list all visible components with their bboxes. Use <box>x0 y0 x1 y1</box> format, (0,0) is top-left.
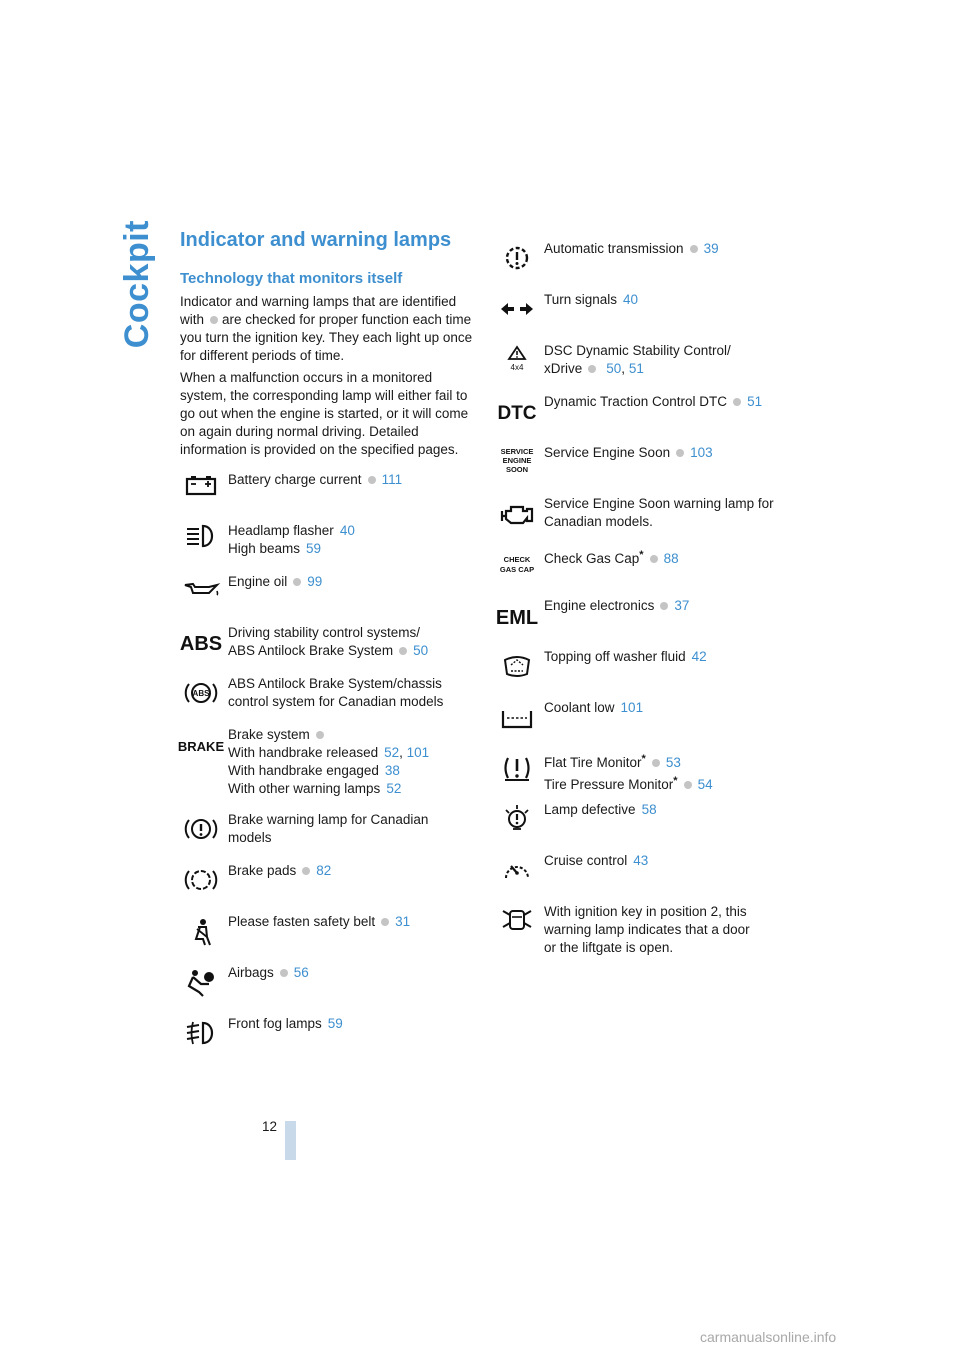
lamp-entry-front-fog: Front fog lamps 59 <box>228 1015 468 1033</box>
page-link[interactable]: 50 <box>606 361 622 376</box>
page-link[interactable]: 88 <box>663 551 679 566</box>
dtc-label: DTC <box>497 403 537 424</box>
lamp-entry-brake: BRAKE Brake system With handbrake released 52, 101 With handbrake engaged 38 With other warning lamps 52 <box>177 727 430 796</box>
oil-can-icon <box>181 573 221 601</box>
abs-circle-label: ABS <box>192 689 210 698</box>
lamp-entry-seat-belt: Please fasten safety belt 31 <box>228 913 468 931</box>
page-link[interactable]: 37 <box>674 598 690 613</box>
page-link[interactable]: 52 <box>384 745 400 760</box>
page-link[interactable]: 52 <box>386 781 402 796</box>
section-subtitle: Technology that monitors itself <box>180 270 403 287</box>
bulb-defect-icon <box>497 803 537 831</box>
dsc-4x4-icon <box>497 344 537 372</box>
abs-circle-icon <box>181 679 221 707</box>
engine-outline-icon <box>497 499 537 527</box>
intro-paragraph-2: When a malfunction occurs in a monitored system, the corresponding lamp will either fail to go out when the engine is started, or it will come on again during normal driving. Detailed information is provided on the specified pages. <box>180 370 469 457</box>
svg-text:CHECK: CHECK <box>503 555 531 564</box>
brake-text-icon <box>177 732 225 760</box>
page-link[interactable]: 53 <box>665 755 681 770</box>
lamp-entry-brake-pads: Brake pads 82 <box>228 862 468 880</box>
lamp-entry-oil: Engine oil 99 <box>228 573 468 591</box>
page-number: 12 <box>262 1119 278 1134</box>
lamp-entry-eml: EML Engine electronics 37 <box>495 598 690 629</box>
lamp-entry-dtc: DTC Dynamic Traction Control DTC 51 <box>497 394 763 424</box>
lamp-entry-abs: ABS Driving stability control systems/ ABS Antilock Brake System 50 <box>179 625 429 658</box>
lamp-entry-service-engine: SERVICE ENGINE SOON Service Engine Soon 103 <box>544 444 784 462</box>
page-link[interactable]: 111 <box>381 472 403 487</box>
lamp-entry-gas-cap: CHECK GAS CAP Check Gas Cap* 88 <box>544 546 784 568</box>
door-open-car-icon <box>497 905 537 933</box>
lamp-entry-coolant: Coolant low 101 <box>544 699 784 717</box>
lamp-entry-brake-canada: Brake warning lamp for Canadian models <box>228 811 468 847</box>
page-link[interactable]: 51 <box>747 394 763 409</box>
chapter-tab: Cockpit <box>118 220 156 349</box>
page-link[interactable]: 50 <box>413 643 429 658</box>
service-engine-soon-icon <box>497 446 537 474</box>
dtc-icon <box>497 397 537 425</box>
lamp-entry-cruise-control: Cruise control 43 <box>544 852 784 870</box>
page-link[interactable]: 101 <box>620 700 644 715</box>
page-link[interactable]: 39 <box>703 241 719 256</box>
page-link[interactable]: 40 <box>339 523 355 538</box>
lamp-entry-tire-monitor: Flat Tire Monitor* 53 Tire Pressure Monitor* 54 <box>544 750 784 794</box>
lamp-entry-washer-fluid: Topping off washer fluid 42 <box>544 648 784 666</box>
svg-text:ENGINE: ENGINE <box>502 456 532 465</box>
tire-pressure-icon <box>497 754 537 782</box>
abs-label: ABS <box>179 633 223 655</box>
brake-circle-icon <box>181 815 221 843</box>
page-link[interactable]: 59 <box>306 541 322 556</box>
brake-label: BRAKE <box>177 739 225 754</box>
page-link[interactable]: 51 <box>628 361 644 376</box>
lamp-entry-headlamp: Headlamp flasher 40 High beams 59 <box>228 522 468 558</box>
cruise-speedometer-icon <box>497 856 537 884</box>
page-link[interactable]: 59 <box>327 1016 343 1031</box>
page-link[interactable]: 99 <box>307 574 323 589</box>
coolant-level-icon <box>497 703 537 731</box>
lamp-entry-lamp-defective: Lamp defective 58 <box>544 801 784 819</box>
dsc-label: 4x4 <box>510 363 524 372</box>
lamp-entry-service-engine-canada: Service Engine Soon warning lamp for Canadian models. <box>544 495 804 531</box>
page-link[interactable]: 82 <box>316 863 332 878</box>
page-link[interactable]: 58 <box>641 802 657 817</box>
intro-paragraph-1: Indicator and warning lamps that are identified with are checked for proper function each time you turn the ignition key. They each light up once for different periods of time. <box>180 294 473 363</box>
page-title: Indicator and warning lamps <box>180 229 452 251</box>
check-gas-cap-icon <box>497 550 537 578</box>
turn-signal-arrows-icon <box>497 295 537 323</box>
page-link[interactable]: 42 <box>691 649 707 664</box>
page-link[interactable]: 31 <box>395 914 411 929</box>
page-link[interactable]: 103 <box>690 445 713 460</box>
check-dot-icon <box>210 316 218 324</box>
lamp-entry-dsc: 4x4 DSC Dynamic Stability Control/ xDrive 50, 51 <box>544 342 784 378</box>
lamp-entry-abs-canada: ABS ABS Antilock Brake System/chassis control system for Canadian models <box>228 675 468 711</box>
lamp-entry-airbags: Airbags 56 <box>228 964 468 982</box>
lamp-entry-door-open: With ignition key in position 2, this warning lamp indicates that a door or the liftgate is open. <box>544 903 804 957</box>
high-beam-icon <box>181 522 221 550</box>
lamp-entry-turn-signals: Turn signals 40 <box>544 291 784 309</box>
seat-belt-icon <box>181 917 221 945</box>
abs-icon <box>181 628 221 656</box>
fog-lamp-icon <box>181 1019 221 1047</box>
lamp-entry-battery: Battery charge current 111 <box>228 471 468 489</box>
lamp-entry-transmission: Automatic transmission 39 <box>544 240 784 258</box>
page-link[interactable]: 40 <box>623 292 639 307</box>
page-link[interactable]: 54 <box>697 777 713 792</box>
svg-text:SOON: SOON <box>505 465 529 474</box>
page-marker-bar <box>285 1121 296 1160</box>
transmission-gear-icon <box>497 242 537 270</box>
eml-icon <box>497 601 537 629</box>
page-link[interactable]: 43 <box>633 853 649 868</box>
page-link[interactable]: 38 <box>384 763 400 778</box>
airbag-icon <box>181 968 221 996</box>
svg-text:SERVICE: SERVICE <box>500 447 534 456</box>
battery-icon <box>181 471 221 499</box>
page-link[interactable]: 56 <box>293 965 309 980</box>
page-link[interactable]: 101 <box>406 745 430 760</box>
svg-text:GAS CAP: GAS CAP <box>499 565 535 574</box>
washer-fluid-icon <box>497 652 537 680</box>
eml-label: EML <box>495 607 539 629</box>
watermark-footer: carmanualsonline.info <box>700 1329 837 1345</box>
brake-pads-icon <box>181 866 221 894</box>
